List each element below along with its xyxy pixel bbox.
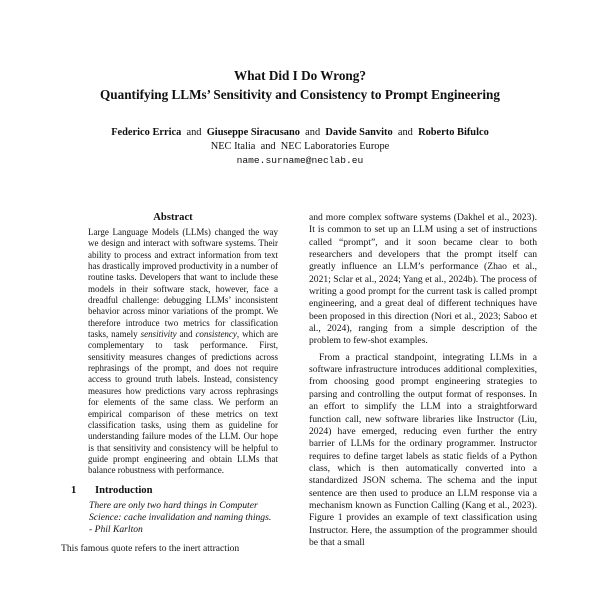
author-block xyxy=(0,126,600,168)
email: name.surname@neclab.eu xyxy=(236,155,364,166)
author-sep: and xyxy=(305,127,321,138)
author-sep: and xyxy=(397,127,413,138)
author-2: Giuseppe Siracusano xyxy=(206,127,300,138)
abstract-text: Large Language Models (LLMs) changed the way we design and interact with software systems. Their ability to process and extract information from text has drastically improved productivity in a number of routine tasks. Developers that want to include these models in their software stack, however, face a dreadful challenge: debugging LLMs’ inconsistent behavior across minor variations of the prompt. We therefore introduce two metrics for classification tasks, namely sensitivity and consistency, which are complementary to task performance. First, sensitivity measures changes of predictions across rephrasings of the prompt, and does not require access to ground truth labels. Instead, consistency measures how predictions vary across rephrasings for elements of the same class. We perform an empirical comparison of these metrics on text classification tasks, using them as guideline for understanding failure modes of the LLM. Our hope is that sensitivity and consistency will be helpful to guide prompt engineering and obtain LLMs that balance robustness with performance. xyxy=(88,227,278,476)
author-1: Federico Errica xyxy=(111,127,182,138)
affiliation: NEC Italia and NEC Laboratories Europe xyxy=(210,141,390,152)
author-names xyxy=(0,126,600,140)
section-number: 1 xyxy=(71,484,77,496)
section-title: Introduction xyxy=(95,484,153,496)
paragraph-2: From a practical standpoint, integrating LLMs in a software infrastructure introduces additional complexities, from choosing good prompt engineering strategies to parsing and controlling the output format of responses. In an effort to simplify the LLM into a straightforward function call, new software libraries like Instructor (Liu, 2024) have emerged, reducing even further the entry barrier of LLMs for the ordinary programmer. Instructor requires to define target labels as static fields of a Python class, which is then automatically converted into a standardized JSON schema. The schema and the input sentence are then used to produce an LLM response via a mechanism known as Function Calling (Kang et al., 2023). Figure 1 provides an example of text classification using Instructor. Here, the assumption of the programmer should be that a small xyxy=(309,351,537,548)
title-line-2: Quantifying LLMs’ Sensitivity and Consistency to Prompt Engineering xyxy=(100,87,500,102)
epigraph-quote: There are only two hard things in Computer Science: cache invalidation and naming things. - Phil Karlton xyxy=(89,499,272,536)
left-column xyxy=(61,212,285,555)
author-4: Roberto Bifulco xyxy=(418,127,489,138)
author-3: Davide Sanvito xyxy=(325,127,393,138)
paragraph-1: and more complex software systems (Dakhel et al., 2023). It is common to set up an LLM using a set of instructions called “prompt”, and it soon became clear to both researchers and developers that the prompt itself can greatly influence an LLM’s performance (Zhao et al., 2021; Sclar et al., 2024; Yang et al., 2024b). The process of writing a good prompt for the current task is called prompt engineering, and a great deal of different techniques have been proposed in this direction (Nori et al., 2023; Saboo et al., 2024), ranging from a simple description of the problem to few-shot examples. xyxy=(309,212,537,347)
paper-title xyxy=(0,66,600,104)
right-column xyxy=(309,212,537,549)
abstract-heading: Abstract xyxy=(153,212,193,223)
section-heading-introduction xyxy=(71,485,285,496)
intro-first-line: This famous quote refers to the inert attraction xyxy=(61,542,240,554)
author-sep: and xyxy=(186,127,202,138)
title-line-1: What Did I Do Wrong? xyxy=(234,68,366,83)
